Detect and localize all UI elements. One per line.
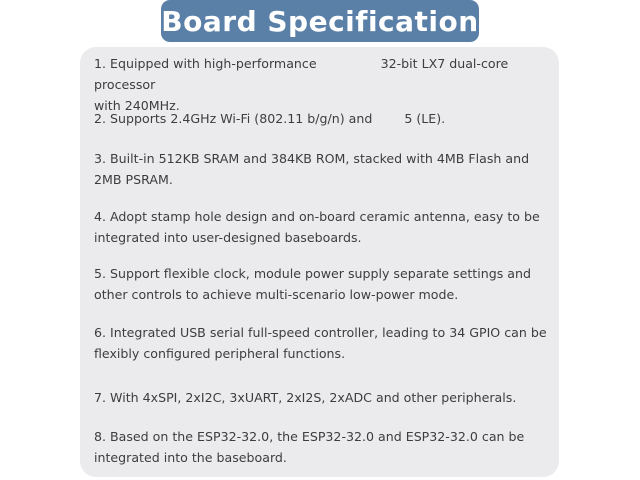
spec-item-8: 8. Based on the ESP32-32.0, the ESP32-32.0 and ESP32-32.0 can be integrated into the baseboard. (94, 429, 525, 465)
spec-item-6: 6. Integrated USB serial full-speed controller, leading to 34 GPIO can be flexibly configured peripheral functions. (94, 325, 547, 361)
spec-item-3: 3. Built-in 512KB SRAM and 384KB ROM, stacked with 4MB Flash and 2MB PSRAM. (94, 151, 530, 187)
spec-item-4: 4. Adopt stamp hole design and on-board ceramic antenna, easy to be integrated into user-designed baseboards. (94, 209, 540, 245)
spec-item-1-text-c: with 240MHz. (94, 98, 180, 113)
spec-item-1-text-a: 1. Equipped with high-performance (94, 56, 317, 71)
spec-item-1 (94, 53, 556, 116)
spec-item-2 (94, 108, 556, 129)
spec-item-1-text-b: 32-bit LX7 dual-core processor (94, 56, 509, 92)
spec-item-7: 7. With 4xSPI, 2xI2C, 3xUART, 2xI2S, 2xADC and other peripherals. (94, 390, 517, 405)
page-title: Board Specification (161, 4, 479, 38)
spec-item-5: 5. Support flexible clock, module power supply separate settings and other controls to achieve multi-scenario low-power mode. (94, 266, 531, 302)
title-banner (161, 0, 479, 42)
spec-item-2-text-b: 5 (LE). (404, 111, 446, 126)
spec-item-2-text-a: 2. Supports 2.4GHz Wi-Fi (802.11 b/g/n) and (94, 111, 373, 126)
